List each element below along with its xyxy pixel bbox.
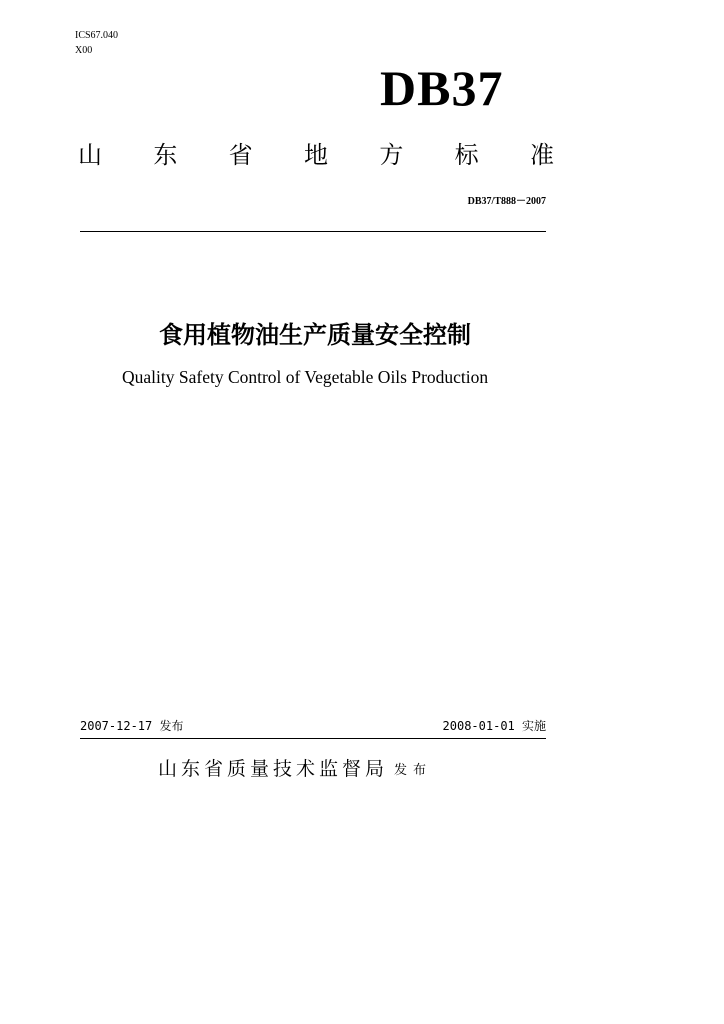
classification-code: X00 xyxy=(75,45,93,56)
standard-type-char: 方 xyxy=(379,141,404,169)
release-date: 2007-12-17 发布 xyxy=(80,719,184,733)
ics-code: ICS67.040 xyxy=(75,30,119,41)
footer-divider xyxy=(80,738,546,739)
standard-type-heading xyxy=(78,140,554,170)
issuer-name: 山东省质量技术监督局 xyxy=(158,758,389,780)
standard-type-char: 省 xyxy=(228,141,253,169)
issuing-authority xyxy=(158,756,432,784)
standard-type-char: 标 xyxy=(454,141,479,169)
standard-type-char: 地 xyxy=(303,141,328,169)
implementation-date: 2008-01-01 实施 xyxy=(442,719,546,733)
standard-logo: DB37 xyxy=(380,60,504,116)
date-row xyxy=(80,718,546,734)
standard-number: DB37/T888－2007 xyxy=(467,196,546,207)
standard-type-char: 准 xyxy=(529,141,554,169)
document-title-chinese: 食用植物油生产质量安全控制 xyxy=(159,321,471,349)
standard-type-char: 山 xyxy=(78,141,102,169)
issue-word: 发布 xyxy=(394,763,433,778)
header-divider xyxy=(80,231,546,232)
standard-type-char: 东 xyxy=(153,141,178,169)
document-title-english: Quality Safety Control of Vegetable Oils Production xyxy=(122,367,489,387)
